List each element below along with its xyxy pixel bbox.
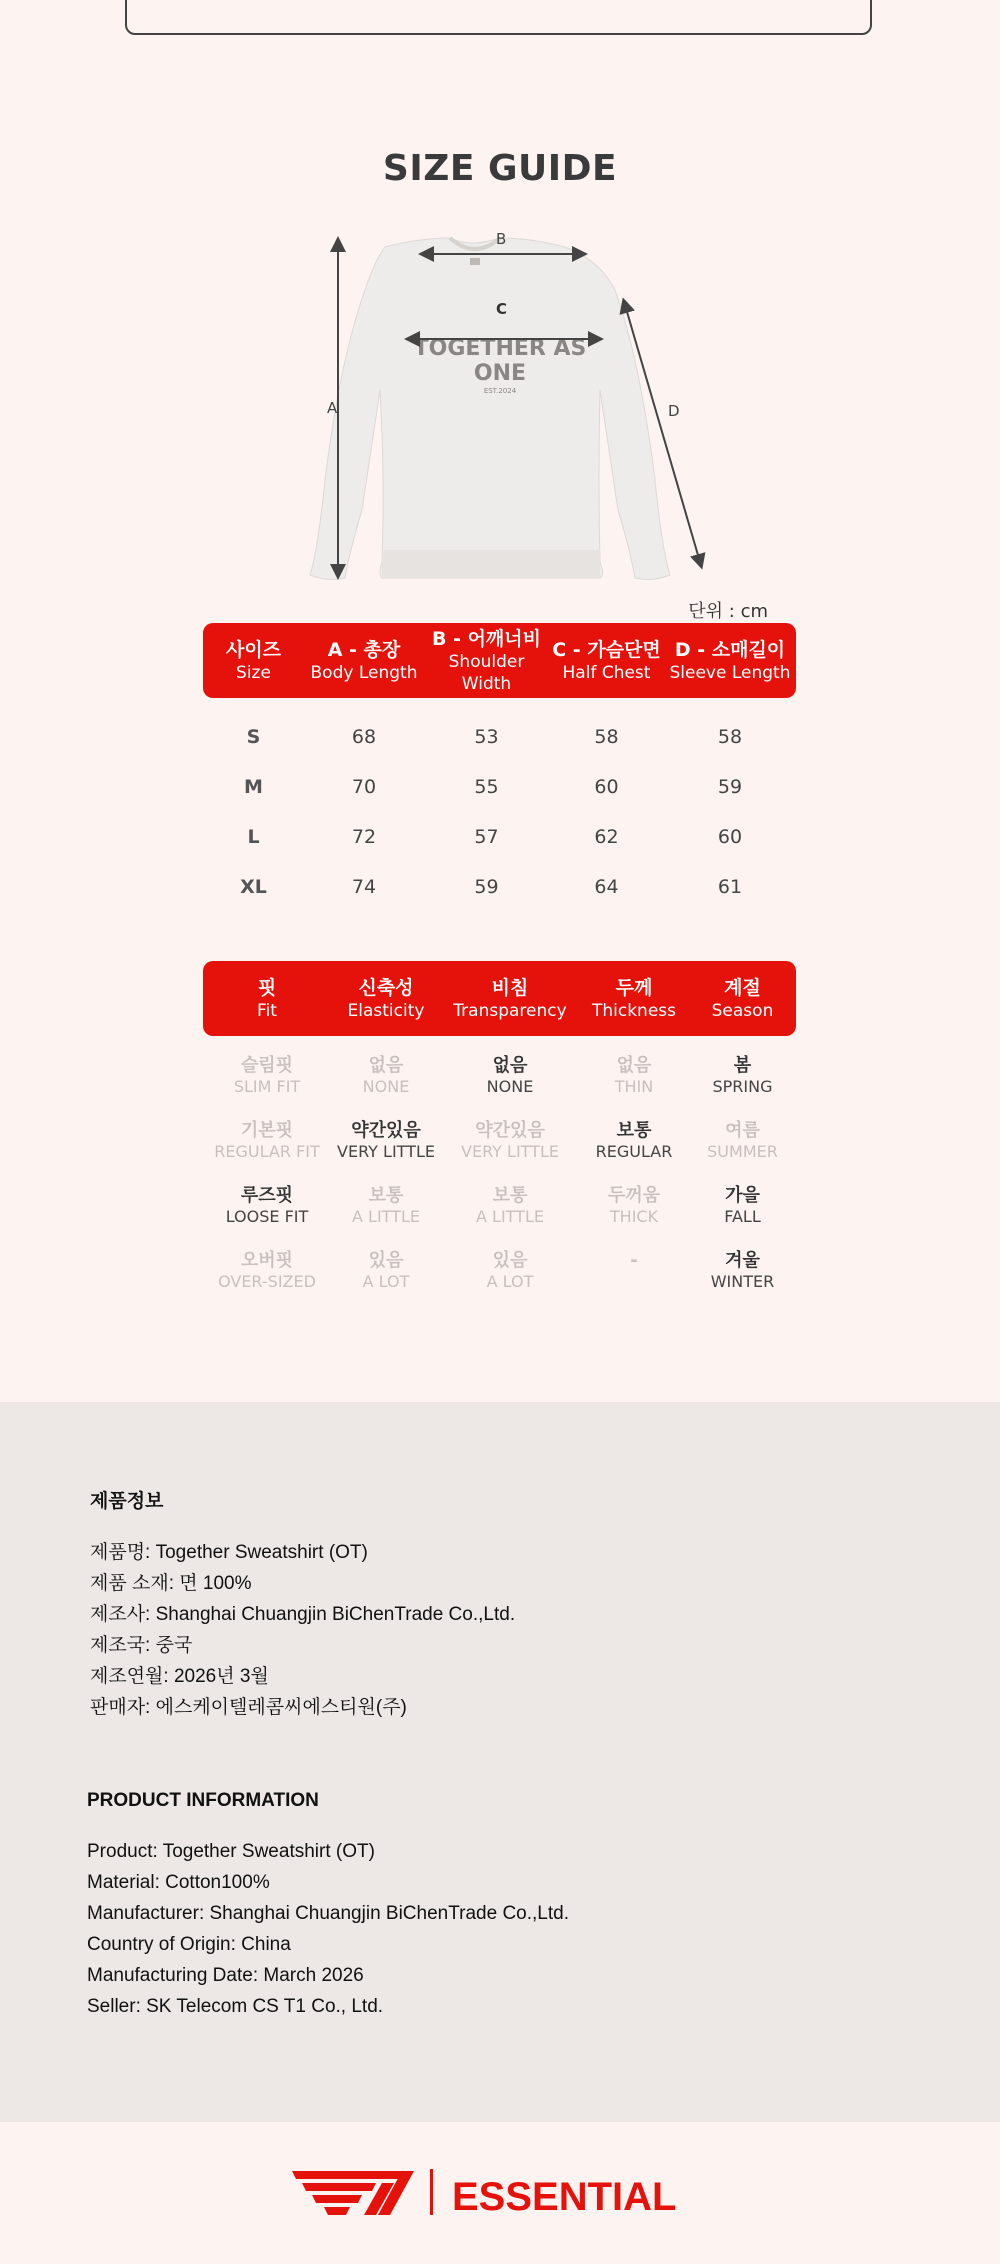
footer	[0, 2122, 1000, 2264]
cell-ko: 오버핏	[240, 1250, 294, 1271]
header-ko: C - 가슴단면	[552, 638, 661, 661]
table-row	[203, 762, 796, 812]
table-row	[203, 862, 796, 912]
cell-ko: 약간있음	[351, 1120, 421, 1141]
header-en: Transparency	[453, 1000, 567, 1021]
shoulder-cell: 57	[474, 826, 499, 848]
size-cell: XL	[240, 876, 267, 898]
chest-cell: 58	[594, 726, 619, 748]
unit-label: 단위 : cm	[688, 601, 768, 622]
cell-en: THIN	[614, 1077, 654, 1096]
cell-en: LOOSE FIT	[225, 1207, 309, 1226]
shoulder-cell: 59	[474, 876, 499, 898]
header-en: Shoulder Width	[448, 651, 525, 694]
measure-a-label: A	[327, 399, 338, 417]
transparency-cell	[441, 1250, 579, 1315]
header-en: Body Length	[310, 662, 418, 683]
size-header-size	[203, 638, 304, 684]
cell-en: A LITTLE	[476, 1207, 544, 1226]
info-line: Manufacturing Date: March 2026	[87, 1965, 364, 1986]
product-info-section	[0, 1402, 1000, 2122]
table-row	[203, 812, 796, 862]
season-cell	[689, 1055, 796, 1120]
table-row	[203, 1250, 796, 1315]
sweatshirt-body	[310, 238, 670, 579]
cell-en: SUMMER	[707, 1142, 778, 1161]
cell-ko: 두꺼움	[607, 1185, 661, 1206]
print-text-2: ONE	[473, 361, 527, 386]
info-line: 판매자: 에스케이텔레콤씨에스티원(주)	[90, 1697, 407, 1718]
season-cell	[689, 1120, 796, 1185]
cell-ko: 없음	[616, 1055, 652, 1076]
fit-header-transparency	[441, 976, 579, 1022]
cell-en: OVER-SIZED	[218, 1272, 316, 1291]
elasticity-cell	[331, 1120, 441, 1185]
info-line: 제조연월: 2026년 3월	[90, 1666, 269, 1687]
size-table-header	[203, 623, 796, 698]
cell-en: VERY LITTLE	[337, 1142, 435, 1161]
cell-ko: 슬림핏	[240, 1055, 294, 1076]
info-line: Country of Origin: China	[87, 1934, 291, 1955]
info-line: Product: Together Sweatshirt (OT)	[87, 1841, 375, 1862]
header-ko: 사이즈	[225, 638, 282, 661]
cell-ko: -	[630, 1250, 638, 1271]
fit-cell	[203, 1055, 331, 1120]
brand-text: ESSENTIAL	[452, 2175, 677, 2219]
size-cell: M	[244, 776, 263, 798]
sleeve-cell: 59	[717, 776, 743, 798]
cell-ko: 보통	[492, 1185, 528, 1206]
header-en: Sleeve Length	[669, 662, 791, 683]
cell-en: WINTER	[710, 1272, 775, 1291]
sleeve-cell: 61	[717, 876, 743, 898]
thickness-cell	[579, 1055, 689, 1120]
header-en: Thickness	[591, 1000, 677, 1021]
fit-table-body	[203, 1055, 796, 1315]
cell-ko: 가을	[725, 1185, 760, 1206]
sleeve-cell: 60	[717, 826, 743, 848]
transparency-cell	[441, 1055, 579, 1120]
fit-header-fit	[203, 976, 331, 1022]
logo-divider	[430, 2169, 433, 2215]
transparency-cell	[441, 1120, 579, 1185]
table-row	[203, 1055, 796, 1120]
header-ko: 핏	[257, 976, 277, 999]
measure-d-label: D	[668, 402, 680, 420]
info-line: Manufacturer: Shanghai Chuangjin BiChenTrade Co.,Ltd.	[87, 1903, 569, 1924]
size-cell: L	[247, 826, 260, 848]
length-cell: 74	[351, 876, 377, 898]
cell-en: NONE	[486, 1077, 534, 1096]
length-cell: 72	[351, 826, 377, 848]
thickness-cell	[579, 1185, 689, 1250]
header-en: Half Chest	[562, 662, 651, 683]
transparency-cell	[441, 1185, 579, 1250]
info-line: 제조국: 중국	[90, 1635, 193, 1656]
cell-ko: 여름	[725, 1120, 760, 1141]
header-ko: B - 어깨너비	[431, 627, 541, 650]
fit-header-elasticity	[331, 976, 441, 1022]
table-row	[203, 1120, 796, 1185]
info-line: Seller: SK Telecom CS T1 Co., Ltd.	[87, 1996, 384, 2017]
cell-ko: 없음	[368, 1055, 404, 1076]
fit-cell	[203, 1250, 331, 1315]
info-line: 제품명: Together Sweatshirt (OT)	[90, 1542, 368, 1563]
product-info-en	[87, 1790, 569, 2022]
cell-en: FALL	[724, 1207, 761, 1226]
elasticity-cell	[331, 1250, 441, 1315]
cell-ko: 있음	[368, 1250, 404, 1271]
cell-ko: 보통	[368, 1185, 404, 1206]
cell-en: REGULAR FIT	[214, 1142, 320, 1161]
cell-en: A LOT	[486, 1272, 534, 1291]
size-header-length	[304, 638, 424, 684]
info-heading: PRODUCT INFORMATION	[87, 1790, 319, 1811]
cell-en: THICK	[609, 1207, 659, 1226]
header-ko: A - 총장	[327, 638, 401, 661]
size-table-body	[203, 712, 796, 912]
cell-en: VERY LITTLE	[461, 1142, 559, 1161]
header-ko: 비침	[491, 976, 529, 999]
info-heading: 제품정보	[90, 1491, 164, 1512]
sweatshirt-diagram	[300, 220, 720, 590]
header-en: Size	[236, 662, 271, 683]
sleeve-cell: 58	[717, 726, 743, 748]
season-cell	[689, 1185, 796, 1250]
chest-cell: 60	[594, 776, 619, 798]
header-ko: 계절	[724, 976, 761, 999]
cell-ko: 기본핏	[240, 1120, 294, 1141]
t1-logo-icon	[292, 2171, 414, 2215]
table-row	[203, 1185, 796, 1250]
cell-ko: 없음	[492, 1055, 528, 1076]
cell-ko: 보통	[616, 1120, 652, 1141]
fit-cell	[203, 1185, 331, 1250]
header-ko: 신축성	[358, 976, 414, 999]
cell-ko: 있음	[492, 1250, 528, 1271]
chest-cell: 62	[594, 826, 619, 848]
t1-essential-logo	[290, 2167, 710, 2219]
cell-ko: 봄	[733, 1055, 752, 1076]
size-header-shoulder	[424, 627, 549, 695]
elasticity-cell	[331, 1055, 441, 1120]
print-text-3: EST.2024	[483, 387, 517, 395]
cell-en: REGULAR	[595, 1142, 673, 1161]
page-title: SIZE GUIDE	[382, 148, 618, 189]
elasticity-cell	[331, 1185, 441, 1250]
thickness-cell	[579, 1120, 689, 1185]
header-en: Elasticity	[347, 1000, 425, 1021]
chest-cell: 64	[594, 876, 619, 898]
fit-cell	[203, 1120, 331, 1185]
cell-en: SLIM FIT	[233, 1077, 301, 1096]
measure-b-label: B	[496, 230, 507, 248]
header-ko: 두께	[615, 976, 653, 999]
fit-header-season	[689, 976, 796, 1022]
cell-en: A LOT	[362, 1272, 410, 1291]
header-en: Season	[711, 1000, 774, 1021]
size-cell: S	[246, 726, 261, 748]
header-en: Fit	[257, 1000, 277, 1021]
header-ko: D - 소매길이	[674, 638, 786, 661]
shoulder-cell: 55	[474, 776, 499, 798]
cell-ko: 루즈핏	[240, 1185, 294, 1206]
shoulder-cell: 53	[474, 726, 499, 748]
print-text-1: TOGETHER AS	[413, 336, 587, 361]
season-cell	[689, 1250, 796, 1315]
cell-en: SPRING	[712, 1077, 773, 1096]
cell-ko: 겨울	[725, 1250, 760, 1271]
info-line: Material: Cotton100%	[87, 1872, 270, 1893]
measure-c-label: C	[496, 300, 508, 318]
fit-table-header	[203, 961, 796, 1036]
product-info-ko	[90, 1486, 515, 1723]
cell-ko: 약간있음	[475, 1120, 545, 1141]
thickness-cell	[579, 1250, 689, 1315]
table-row	[203, 712, 796, 762]
size-header-chest	[549, 638, 664, 684]
size-header-sleeve	[664, 638, 796, 684]
fit-header-thickness	[579, 976, 689, 1022]
cell-en: A LITTLE	[352, 1207, 420, 1226]
length-cell: 70	[351, 776, 377, 798]
info-line: 제품 소재: 면 100%	[90, 1573, 252, 1594]
length-cell: 68	[351, 726, 377, 748]
cell-en: NONE	[362, 1077, 410, 1096]
info-line: 제조사: Shanghai Chuangjin BiChenTrade Co.,Ltd.	[90, 1604, 516, 1625]
top-frame	[125, 0, 872, 35]
